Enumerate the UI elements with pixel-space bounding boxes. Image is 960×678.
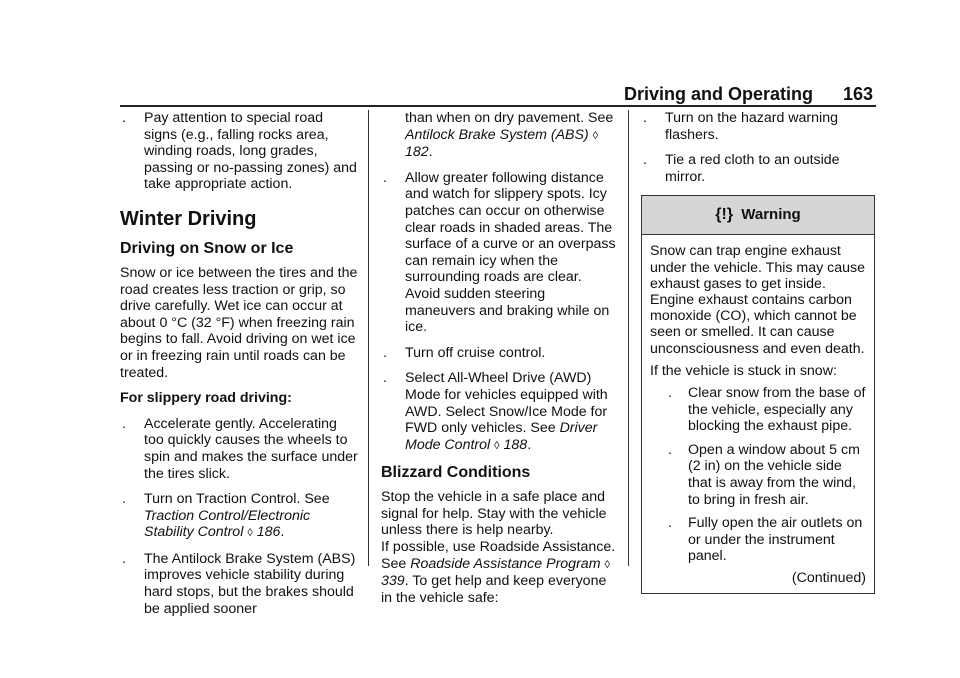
paragraph-roadside-post: To get help and keep everyone in the vehicle safe: [381,573,607,606]
bullet-text: The Antilock Brake System (ABS) improves vehicle stability during hard stops, but the brakes should be applied sooner [144,550,356,617]
bullet-text: Pay attention to special road signs (e.g., falling rocks area, winding roads, long grades, passing or no-passing zones) and take appropriate action. [144,110,357,193]
bullet-text: Fully open the air outlets on or under the instrument panel. [688,515,863,565]
bullet-marker: . [383,344,387,361]
continued-text: than when on dry pavement. See Antilock Brake System (ABS) ◊ 182. [405,110,614,161]
column-divider-1 [368,110,369,566]
bullet-marker: . [122,110,126,126]
warning-body [642,235,874,592]
bullet-marker: . [122,491,126,508]
warning-icon: {!} [715,206,734,224]
bullet-marker: . [383,169,387,186]
bullet-marker: . [122,550,126,567]
bullet-text: Turn on the hazard warning flashers. [665,110,838,143]
section-title: Driving and Operating [623,84,813,104]
page-header [120,84,875,106]
bullet-item [641,110,875,143]
link-driver-mode-control[interactable]: Driver Mode Control [405,420,598,453]
bullet-text: Accelerate gently. Accelerating too quickly causes the wheels to spin and makes the surface under the tires slick. [144,415,358,482]
bullet-marker: . [668,515,672,532]
bullet-item [381,345,619,362]
column-2 [381,110,619,615]
link-traction-control[interactable]: Traction Control/Electronic Stability Control [144,507,311,541]
continued-label: (Continued) [791,569,866,586]
link-roadside-assistance[interactable]: Roadside Assistance Program [410,555,601,572]
bullet-marker: . [122,415,126,432]
bullet-marker: . [383,370,387,387]
warning-bullet-item [650,515,866,565]
heading-winter-driving: Winter Driving [120,207,257,230]
bullet-item [120,551,358,617]
bullet-marker: . [668,385,672,401]
page-ref-icon: ◊ [592,129,599,142]
page-number: 163 [842,84,873,104]
column-3 [641,110,875,594]
page-ref-icon: ◊ [604,558,610,571]
page-ref[interactable]: 182 [405,144,429,161]
bullet-item [120,416,358,482]
bullet-text-pre: Turn on Traction Control. See [144,491,330,508]
warning-title: Warning [741,206,801,224]
warning-bullet-item [650,385,866,435]
bullet-marker: . [668,441,672,458]
bullet-text: Allow greater following distance and watch for slippery spots. Icy patches can occur on otherwise clear roads in shaded areas. The surface of a curve or an overpass can remain icy when the surrounding roads are clear. Avoid sudden steering maneuvers and braking while on ice. [405,169,616,336]
bullet-item [381,370,619,454]
bullet-item [381,170,619,336]
bullet-text: Open a window about 5 cm (2 in) on the vehicle side that is away from the wind, to bring in fresh air. [688,441,860,508]
bullet-marker: . [643,110,647,126]
warning-bullet-item [650,442,866,508]
bullet-text: Turn off cruise control. [405,344,546,361]
paragraph-blizzard: Stop the vehicle in a safe place and signal for help. Stay with the vehicle unless there is help nearby. [381,489,607,539]
continued-text-pre: than when on dry pavement. See [405,110,614,126]
bullet-text: Clear snow from the base of the vehicle, especially any blocking the exhaust pipe. [688,385,866,435]
bullet-text: Select All-Wheel Drive (AWD) Mode for vehicles equipped with AWD. Select Snow/Ice Mode for FWD only vehicles. See Driver Mode Control ◊ 188. [405,370,608,453]
heading-snow-ice: Driving on Snow or Ice [120,239,294,257]
bullet-item [120,491,358,542]
paragraph-roadside-pre: If possible, use Roadside Assistance. See [381,539,616,572]
bullet-item [641,152,875,185]
header-rule [120,105,876,107]
page-ref[interactable]: 339 [381,573,405,590]
heading-blizzard: Blizzard Conditions [381,464,531,482]
bullet-text: Tie a red cloth to an outside mirror. [665,152,840,185]
column-divider-2 [628,110,629,566]
link-abs[interactable]: Antilock Brake System (ABS) [405,126,589,143]
bullet-text: Turn on Traction Control. See Traction Control/Electronic Stability Control ◊ 186. [144,491,330,541]
bullet-marker: . [643,152,647,169]
column-1 [120,110,358,626]
page-ref[interactable]: 186 [256,524,281,541]
warning-paragraph: Snow can trap engine exhaust under the vehicle. This may cause exhaust gases to get inside. Engine exhaust contains carbon monoxide (CO), which cannot be seen or smelled. It can cause unconsciousness and even death. [650,243,866,357]
warning-box [641,195,875,593]
bullet-item [120,110,358,193]
warning-header [642,196,874,235]
paragraph-roadside: If possible, use Roadside Assistance. See Roadside Assistance Program ◊ 339. To get help and keep everyone in the vehicle safe: [381,539,616,606]
page-ref-icon: ◊ [247,527,253,540]
paragraph-snow-ice: Snow or ice between the tires and the road creates less traction or grip, so drive carefully. Wet ice can occur at about 0 °C (32 °F) when freezing rain begins to fall. Avoid driving on wet ice or in freezing rain until roads can be treated. [120,264,358,381]
page-ref-icon: ◊ [494,439,500,452]
slippery-label: For slippery road driving: [120,390,292,407]
page-ref[interactable]: 188 [503,436,528,453]
warning-stuck-label: If the vehicle is stuck in snow: [650,362,837,379]
bullet-text-pre: Select All-Wheel Drive (AWD) Mode for vehicles equipped with AWD. Select Snow/Ice Mode for FWD only vehicles. See [405,370,608,437]
